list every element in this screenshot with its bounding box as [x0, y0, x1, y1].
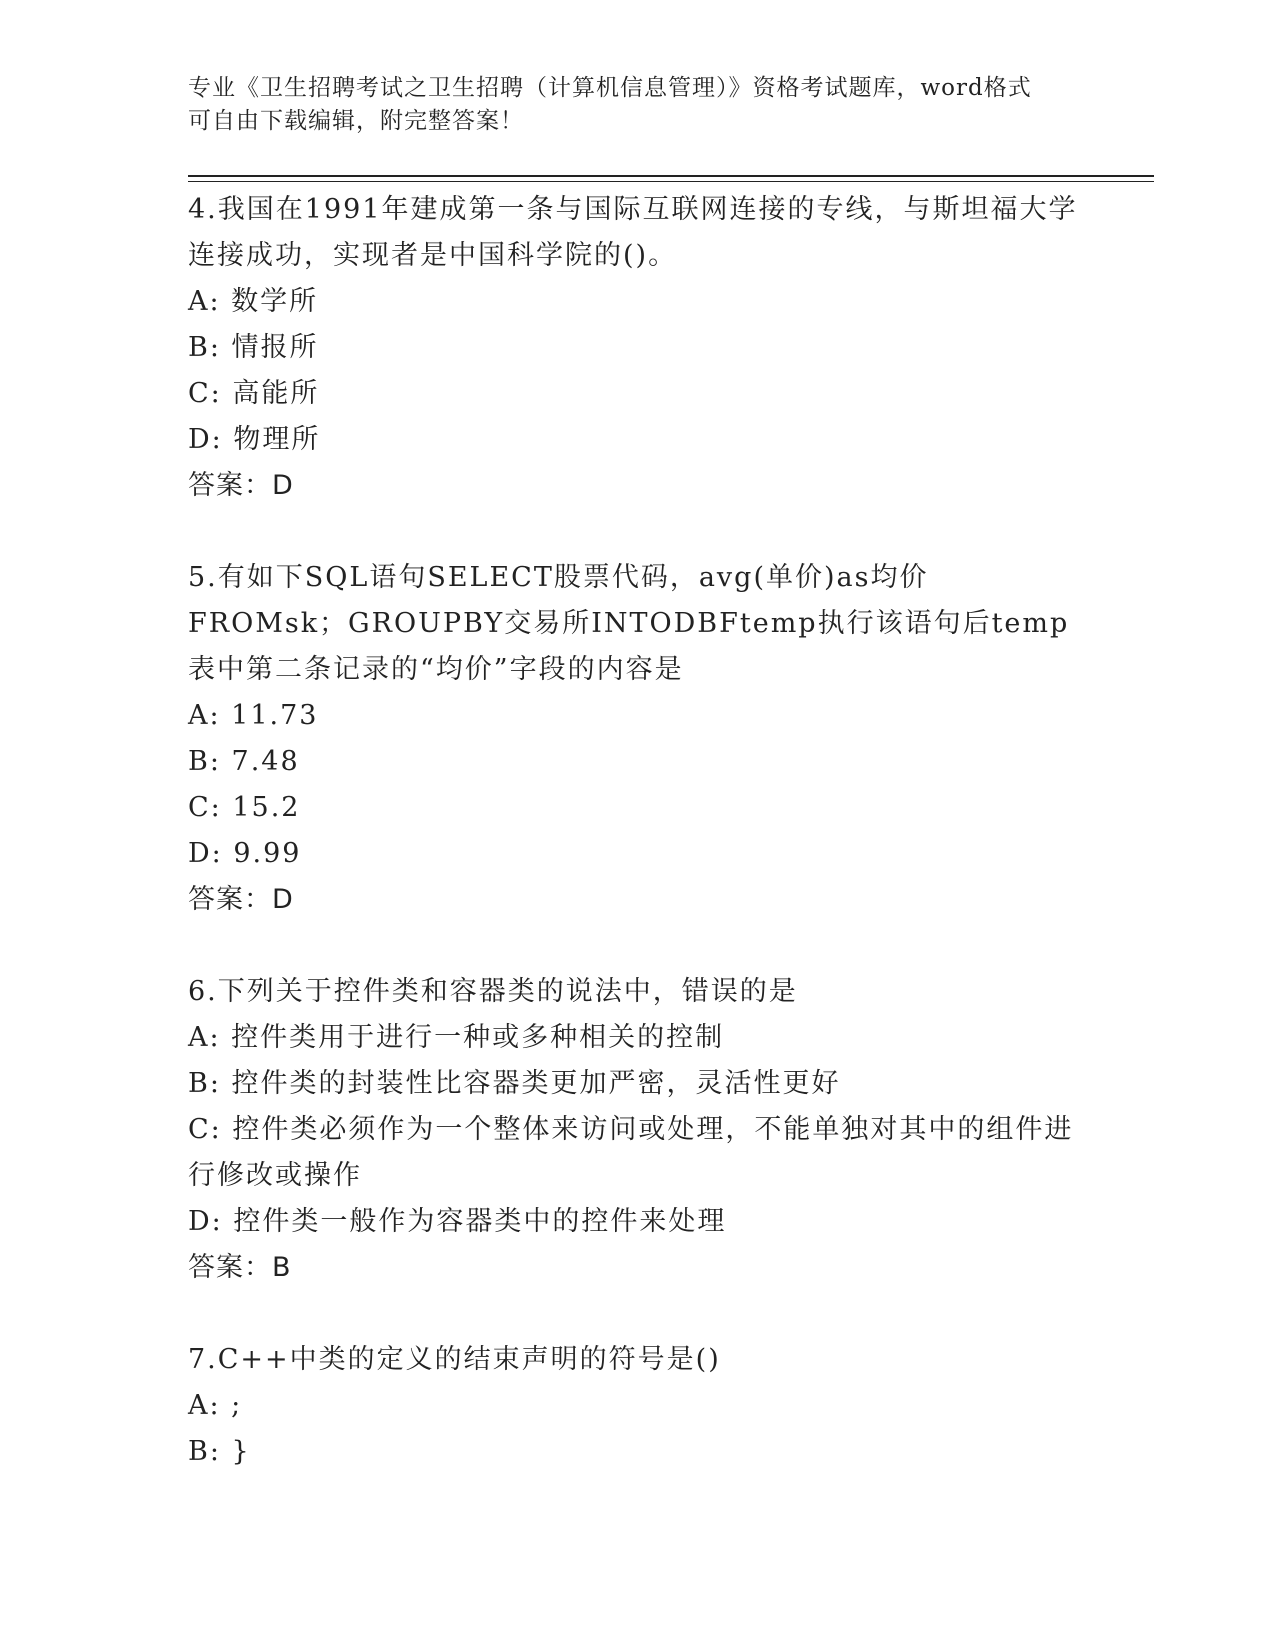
answer-text: 答案：D [188, 884, 294, 915]
option-b: B: 控件类的封装性比容器类更加严密，灵活性更好 [188, 1068, 841, 1099]
option-d: D: 控件类一般作为容器类中的控件来处理 [188, 1206, 727, 1237]
header-divider-thick [188, 175, 1154, 177]
option-a: A: ; [188, 1390, 243, 1421]
header-line-2: 可自由下载编辑，附完整答案！ [188, 108, 524, 134]
header-divider-thin [188, 181, 1154, 182]
option-c: C: 高能所 [188, 378, 320, 409]
question-item [188, 1337, 1088, 1475]
answer-text: 答案：D [188, 470, 294, 501]
header-line-1: 专业《卫生招聘考试之卫生招聘（计算机信息管理）》资格考试题库，word格式 [188, 75, 1032, 101]
question-text: 5.有如下SQL语句SELECT股票代码，avg(单价)as均价FROMsk；GROUPBY交易所INTODBFtemp执行该语句后temp表中第二条记录的“均价”字段的内容是 [188, 562, 1070, 685]
option-b: B: 7.48 [188, 746, 300, 777]
option-b: B: 情报所 [188, 332, 319, 363]
question-item [188, 555, 1088, 923]
option-a: A: 11.73 [188, 700, 319, 731]
option-d: D: 9.99 [188, 838, 302, 869]
question-spacer [188, 509, 1088, 555]
option-d: D: 物理所 [188, 424, 321, 455]
option-a: A: 控件类用于进行一种或多种相关的控制 [188, 1022, 725, 1053]
question-item [188, 187, 1088, 509]
question-list [188, 187, 1088, 1475]
answer-text: 答案：B [188, 1252, 292, 1283]
option-b: B: } [188, 1436, 251, 1467]
option-c: C: 15.2 [188, 792, 301, 823]
document-header [188, 72, 1088, 138]
question-text: 6.下列关于控件类和容器类的说法中，错误的是 [188, 976, 798, 1007]
question-item [188, 969, 1088, 1291]
question-text: 7.C++中类的定义的结束声明的符号是() [188, 1344, 721, 1375]
option-a: A: 数学所 [188, 286, 319, 317]
question-text: 4.我国在1991年建成第一条与国际互联网连接的专线，与斯坦福大学连接成功，实现者是中国科学院的()。 [188, 194, 1078, 271]
option-c: C: 控件类必须作为一个整体来访问或处理，不能单独对其中的组件进行修改或操作 [188, 1114, 1074, 1191]
question-spacer [188, 923, 1088, 969]
question-spacer [188, 1291, 1088, 1337]
